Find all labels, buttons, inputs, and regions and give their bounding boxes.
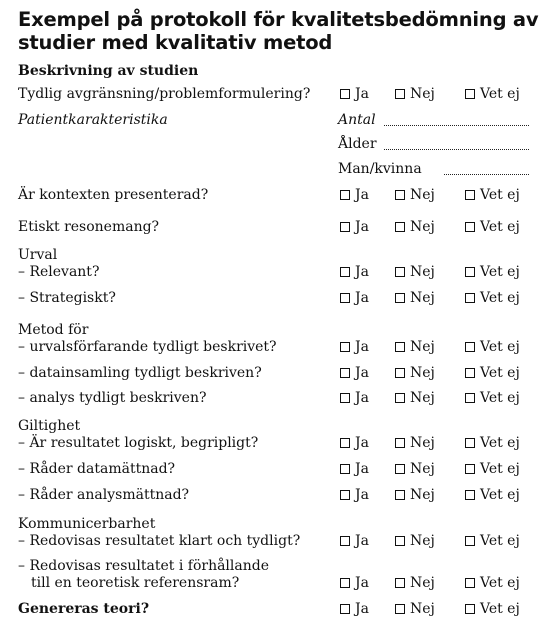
checkbox-analys-nej[interactable]: Nej: [395, 389, 435, 407]
checkbox-icon: [395, 438, 405, 448]
checkbox-icon: [395, 368, 405, 378]
checkbox-icon: [465, 342, 475, 352]
field-alder-label: Ålder: [338, 136, 377, 152]
checkbox-relevant-nej[interactable]: Nej: [395, 263, 435, 281]
checkbox-etiskt-ja[interactable]: Ja: [340, 218, 369, 236]
checkbox-logiskt-ja[interactable]: Ja: [340, 434, 369, 452]
checkbox-icon: [395, 342, 405, 352]
checkbox-icon: [465, 438, 475, 448]
checkbox-icon: [395, 190, 405, 200]
checkbox-icon: [340, 267, 350, 277]
checkbox-teori-nej[interactable]: Nej: [395, 600, 435, 618]
field-man-kvinna-label: Man/kvinna: [338, 161, 422, 177]
checkbox-icon: [340, 368, 350, 378]
checkbox-icon: [465, 368, 475, 378]
question-kontext: Är kontexten presenterad?: [18, 187, 209, 203]
checkbox-icon: [465, 190, 475, 200]
checkbox-analys-ja[interactable]: Ja: [340, 389, 369, 407]
checkbox-logiskt-vet-ej[interactable]: Vet ej: [465, 434, 520, 452]
question-urval-strategiskt: – Strategiskt?: [18, 290, 116, 306]
question-etiskt: Etiskt resonemang?: [18, 219, 160, 235]
checkbox-icon: [340, 536, 350, 546]
checkbox-icon: [465, 604, 475, 614]
question-redovisas-klart: – Redovisas resultatet klart och tydligt?: [18, 533, 301, 549]
question-urval-relevant: – Relevant?: [18, 264, 100, 280]
checkbox-icon: [340, 438, 350, 448]
section-heading-giltighet: Giltighet: [18, 418, 81, 434]
checkbox-analysmattnad-ja[interactable]: Ja: [340, 486, 369, 504]
checkbox-icon: [465, 89, 475, 99]
page-title-line-1: Exempel på protokoll för kvalitetsbedömning av: [18, 8, 539, 31]
checkbox-urvalsforfarande-ja[interactable]: Ja: [340, 338, 369, 356]
checkbox-avgransning-vet-ej[interactable]: Vet ej: [465, 85, 520, 103]
page-title-line-2: studier med kvalitativ metod: [18, 31, 333, 54]
field-antal-label: Antal: [338, 112, 376, 128]
checkbox-icon: [465, 464, 475, 474]
checkbox-etiskt-nej[interactable]: Nej: [395, 218, 435, 236]
checkbox-datamattnad-vet-ej[interactable]: Vet ej: [465, 460, 520, 478]
checkbox-icon: [395, 464, 405, 474]
checkbox-icon: [465, 393, 475, 403]
question-metod-analys: – analys tydligt beskriven?: [18, 390, 207, 406]
checkbox-datainsamling-vet-ej[interactable]: Vet ej: [465, 364, 520, 382]
checkbox-icon: [340, 190, 350, 200]
section-heading-urval: Urval: [18, 247, 58, 263]
checkbox-icon: [340, 464, 350, 474]
checkbox-icon: [340, 293, 350, 303]
checkbox-icon: [465, 536, 475, 546]
checkbox-kontext-vet-ej[interactable]: Vet ej: [465, 186, 520, 204]
checkbox-teori-ja[interactable]: Ja: [340, 600, 369, 618]
checkbox-icon: [395, 578, 405, 588]
question-giltighet-analysmattnad: – Råder analysmättnad?: [18, 487, 190, 503]
checkbox-redovisas-klart-nej[interactable]: Nej: [395, 532, 435, 550]
section-heading-description: Beskrivning av studien: [18, 63, 199, 79]
checkbox-icon: [395, 604, 405, 614]
checkbox-icon: [465, 222, 475, 232]
question-redovisas-forhallande-line-2: till en teoretisk referensram?: [31, 575, 240, 591]
checkbox-relevant-vet-ej[interactable]: Vet ej: [465, 263, 520, 281]
checkbox-forhallande-vet-ej[interactable]: Vet ej: [465, 574, 520, 592]
checkbox-icon: [395, 536, 405, 546]
checkbox-urvalsforfarande-nej[interactable]: Nej: [395, 338, 435, 356]
checkbox-icon: [465, 578, 475, 588]
question-genereras-teori: Genereras teori?: [18, 601, 150, 617]
checkbox-icon: [340, 342, 350, 352]
checkbox-icon: [395, 222, 405, 232]
checkbox-etiskt-vet-ej[interactable]: Vet ej: [465, 218, 520, 236]
question-metod-urvalsforfarande: – urvalsförfarande tydligt beskrivet?: [18, 339, 277, 355]
checkbox-icon: [340, 393, 350, 403]
checkbox-urvalsforfarande-vet-ej[interactable]: Vet ej: [465, 338, 520, 356]
checkbox-icon: [395, 267, 405, 277]
question-avgransning: Tydlig avgränsning/problemformulering?: [18, 86, 311, 102]
section-heading-kommunicerbarhet: Kommunicerbarhet: [18, 516, 156, 532]
checkbox-avgransning-nej[interactable]: Nej: [395, 85, 435, 103]
field-man-kvinna-line[interactable]: [444, 174, 529, 175]
question-metod-datainsamling: – datainsamling tydligt beskriven?: [18, 365, 262, 381]
checkbox-avgransning-ja[interactable]: Ja: [340, 85, 369, 103]
checkbox-teori-vet-ej[interactable]: Vet ej: [465, 600, 520, 618]
question-giltighet-datamattnad: – Råder datamättnad?: [18, 461, 176, 477]
checkbox-icon: [340, 89, 350, 99]
checkbox-icon: [395, 393, 405, 403]
question-giltighet-logiskt: – Är resultatet logiskt, begripligt?: [18, 435, 259, 451]
checkbox-datainsamling-nej[interactable]: Nej: [395, 364, 435, 382]
checkbox-icon: [340, 222, 350, 232]
checkbox-datamattnad-nej[interactable]: Nej: [395, 460, 435, 478]
checkbox-datainsamling-ja[interactable]: Ja: [340, 364, 369, 382]
checkbox-strategiskt-vet-ej[interactable]: Vet ej: [465, 289, 520, 307]
field-alder-line[interactable]: [384, 149, 529, 150]
field-antal-line[interactable]: [384, 125, 529, 126]
checkbox-icon: [395, 293, 405, 303]
checkbox-forhallande-nej[interactable]: Nej: [395, 574, 435, 592]
checkbox-icon: [465, 293, 475, 303]
section-heading-metod: Metod för: [18, 322, 89, 338]
checkbox-analysmattnad-vet-ej[interactable]: Vet ej: [465, 486, 520, 504]
checkbox-kontext-ja[interactable]: Ja: [340, 186, 369, 204]
checkbox-icon: [340, 490, 350, 500]
checkbox-datamattnad-ja[interactable]: Ja: [340, 460, 369, 478]
checkbox-analys-vet-ej[interactable]: Vet ej: [465, 389, 520, 407]
checkbox-icon: [395, 89, 405, 99]
checkbox-strategiskt-nej[interactable]: Nej: [395, 289, 435, 307]
checkbox-analysmattnad-nej[interactable]: Nej: [395, 486, 435, 504]
checkbox-forhallande-ja[interactable]: Ja: [340, 574, 369, 592]
checkbox-icon: [340, 578, 350, 588]
checkbox-icon: [465, 490, 475, 500]
checkbox-icon: [465, 267, 475, 277]
checkbox-logiskt-nej[interactable]: Nej: [395, 434, 435, 452]
checkbox-redovisas-klart-vet-ej[interactable]: Vet ej: [465, 532, 520, 550]
checkbox-redovisas-klart-ja[interactable]: Ja: [340, 532, 369, 550]
checkbox-kontext-nej[interactable]: Nej: [395, 186, 435, 204]
checkbox-strategiskt-ja[interactable]: Ja: [340, 289, 369, 307]
patient-characteristics-label: Patientkarakteristika: [18, 112, 168, 128]
checkbox-icon: [395, 490, 405, 500]
checkbox-icon: [340, 604, 350, 614]
question-redovisas-forhallande-line-1: – Redovisas resultatet i förhållande: [18, 558, 269, 574]
checkbox-relevant-ja[interactable]: Ja: [340, 263, 369, 281]
